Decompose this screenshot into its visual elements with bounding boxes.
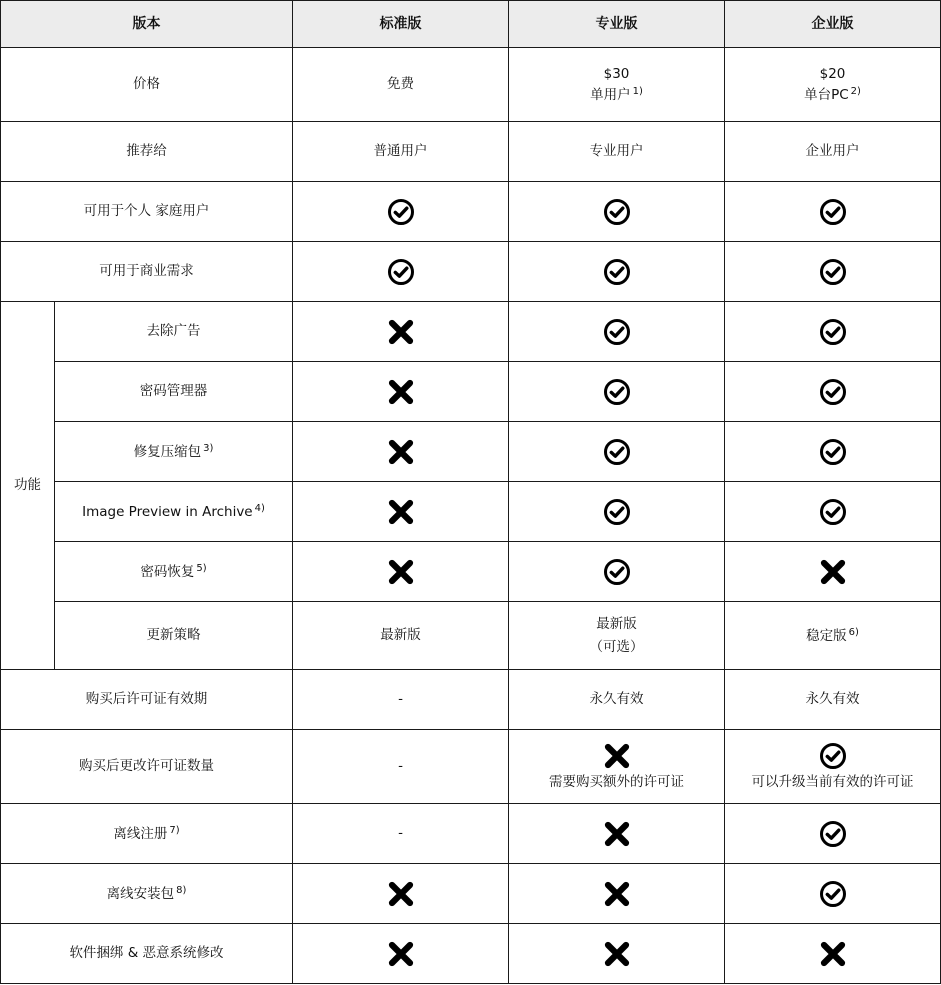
check-circle-icon <box>603 198 631 226</box>
license-change-ent-text: 可以升级当前有效的许可证 <box>751 774 914 791</box>
features-group-label: 功能 <box>1 302 55 670</box>
price-pro-unit: 单用户 <box>590 87 631 103</box>
offline-register-note: 7) <box>169 824 180 836</box>
price-ent-unit: 单台PC <box>804 87 849 103</box>
offline-installer-standard-cell <box>293 864 509 924</box>
offline-installer-note: 8) <box>176 884 187 896</box>
row-update-policy <box>1 602 941 670</box>
recommend-enterprise: 企业用户 <box>725 122 941 182</box>
price-pro-note: 1) <box>632 86 643 97</box>
row-repair-archive <box>1 422 941 482</box>
password-manager-label: 密码管理器 <box>55 362 293 422</box>
remove-ads-label: 去除广告 <box>55 302 293 362</box>
cross-icon <box>819 940 847 968</box>
bundling-standard-cell <box>293 924 509 984</box>
cross-icon <box>387 438 415 466</box>
row-remove-ads <box>1 302 941 362</box>
commercial-pro-cell <box>509 242 725 302</box>
row-license-change <box>1 730 941 804</box>
price-enterprise <box>725 48 941 122</box>
offline-register-label: 离线注册 <box>113 825 168 842</box>
image-preview-enterprise-cell <box>725 482 941 542</box>
row-offline-installer <box>1 864 941 924</box>
repair-archive-note: 3) <box>203 442 214 454</box>
personal-pro-cell <box>509 182 725 242</box>
check-circle-icon <box>819 742 847 770</box>
commercial-enterprise-cell <box>725 242 941 302</box>
cross-icon <box>387 880 415 908</box>
offline-register-enterprise-cell <box>725 804 941 864</box>
license-change-label: 购买后更改许可证数量 <box>1 730 293 804</box>
license-change-enterprise <box>725 730 941 804</box>
password-manager-pro-cell <box>509 362 725 422</box>
check-circle-icon <box>603 318 631 346</box>
row-price <box>1 48 941 122</box>
cross-icon <box>387 498 415 526</box>
image-preview-cell <box>55 482 293 542</box>
bundling-pro-cell <box>509 924 725 984</box>
image-preview-standard-cell <box>293 482 509 542</box>
repair-archive-pro-cell <box>509 422 725 482</box>
check-circle-icon <box>603 378 631 406</box>
cross-icon <box>603 940 631 968</box>
remove-ads-enterprise-cell <box>725 302 941 362</box>
personal-standard-cell <box>293 182 509 242</box>
check-circle-icon <box>603 438 631 466</box>
price-standard: 免费 <box>293 48 509 122</box>
check-circle-icon <box>387 258 415 286</box>
update-policy-pro-line1: 最新版 <box>596 615 637 632</box>
update-policy-enterprise: 稳定版 <box>806 627 847 644</box>
update-policy-enterprise-note: 6) <box>848 626 859 638</box>
recommend-label: 推荐给 <box>1 122 293 182</box>
price-pro-amount: $30 <box>603 65 630 82</box>
header-pro: 专业版 <box>509 1 725 48</box>
price-ent-note: 2) <box>850 86 861 97</box>
check-circle-icon <box>819 880 847 908</box>
repair-archive-standard-cell <box>293 422 509 482</box>
repair-archive-cell <box>55 422 293 482</box>
recommend-pro: 专业用户 <box>509 122 725 182</box>
password-recovery-enterprise-cell <box>725 542 941 602</box>
row-personal <box>1 182 941 242</box>
remove-ads-standard-cell <box>293 302 509 362</box>
price-ent-unit-wrap <box>804 86 861 103</box>
check-circle-icon <box>819 198 847 226</box>
update-policy-pro-line2: （可选） <box>589 639 644 655</box>
header-edition: 版本 <box>1 1 293 48</box>
update-policy-pro <box>509 602 725 670</box>
header-row <box>1 1 941 48</box>
header-standard: 标准版 <box>293 1 509 48</box>
cross-icon <box>819 558 847 586</box>
update-policy-label: 更新策略 <box>55 602 293 670</box>
check-circle-icon <box>819 378 847 406</box>
offline-register-pro-cell <box>509 804 725 864</box>
remove-ads-pro-cell <box>509 302 725 362</box>
offline-register-standard: - <box>293 804 509 864</box>
offline-installer-label: 离线安装包 <box>106 885 175 902</box>
repair-archive-label: 修复压缩包 <box>133 443 202 460</box>
password-manager-standard-cell <box>293 362 509 422</box>
cross-icon <box>387 378 415 406</box>
check-circle-icon <box>819 318 847 346</box>
update-policy-enterprise-cell <box>725 602 941 670</box>
row-password-recovery <box>1 542 941 602</box>
license-change-standard: - <box>293 730 509 804</box>
update-policy-standard: 最新版 <box>293 602 509 670</box>
header-enterprise: 企业版 <box>725 1 941 48</box>
password-manager-enterprise-cell <box>725 362 941 422</box>
repair-archive-enterprise-cell <box>725 422 941 482</box>
offline-installer-cell <box>1 864 293 924</box>
bundling-label: 软件捆绑 & 恶意系统修改 <box>1 924 293 984</box>
cross-icon <box>603 820 631 848</box>
image-preview-note: 4) <box>254 502 265 514</box>
license-change-pro <box>509 730 725 804</box>
offline-register-cell <box>1 804 293 864</box>
license-validity-enterprise: 永久有效 <box>725 670 941 730</box>
row-offline-register <box>1 804 941 864</box>
bundling-enterprise-cell <box>725 924 941 984</box>
license-validity-pro: 永久有效 <box>509 670 725 730</box>
recommend-standard: 普通用户 <box>293 122 509 182</box>
offline-installer-enterprise-cell <box>725 864 941 924</box>
row-recommend <box>1 122 941 182</box>
row-password-manager <box>1 362 941 422</box>
row-license-validity <box>1 670 941 730</box>
price-ent-amount: $20 <box>819 65 846 82</box>
password-recovery-note: 5) <box>196 562 207 574</box>
check-circle-icon <box>819 258 847 286</box>
row-image-preview <box>1 482 941 542</box>
check-circle-icon <box>603 258 631 286</box>
offline-installer-pro-cell <box>509 864 725 924</box>
personal-label: 可用于个人 家庭用户 <box>1 182 293 242</box>
license-validity-standard: - <box>293 670 509 730</box>
password-recovery-standard-cell <box>293 542 509 602</box>
cross-icon <box>603 742 631 770</box>
check-circle-icon <box>819 438 847 466</box>
image-preview-label: Image Preview in Archive <box>82 503 253 520</box>
price-label: 价格 <box>1 48 293 122</box>
license-change-pro-text: 需要购买额外的许可证 <box>549 774 684 791</box>
price-pro-unit-wrap <box>590 86 643 103</box>
cross-icon <box>387 318 415 346</box>
password-recovery-pro-cell <box>509 542 725 602</box>
check-circle-icon <box>387 198 415 226</box>
check-circle-icon <box>603 558 631 586</box>
row-bundling <box>1 924 941 984</box>
personal-enterprise-cell <box>725 182 941 242</box>
cross-icon <box>603 880 631 908</box>
cross-icon <box>387 558 415 586</box>
row-commercial <box>1 242 941 302</box>
price-pro <box>509 48 725 122</box>
check-circle-icon <box>819 820 847 848</box>
password-recovery-label: 密码恢复 <box>140 563 195 580</box>
cross-icon <box>387 940 415 968</box>
check-circle-icon <box>819 498 847 526</box>
image-preview-pro-cell <box>509 482 725 542</box>
password-recovery-cell <box>55 542 293 602</box>
check-circle-icon <box>603 498 631 526</box>
license-validity-label: 购买后许可证有效期 <box>1 670 293 730</box>
commercial-label: 可用于商业需求 <box>1 242 293 302</box>
commercial-standard-cell <box>293 242 509 302</box>
